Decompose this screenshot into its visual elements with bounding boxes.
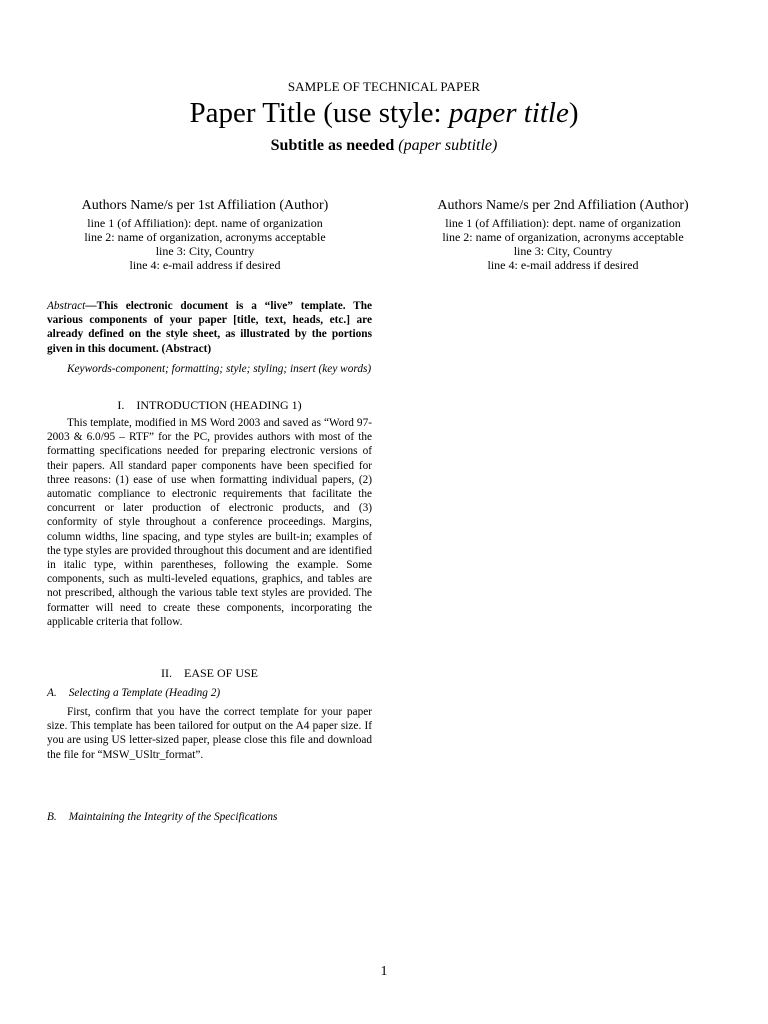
section-title: INTRODUCTION (HEADING 1) xyxy=(136,398,302,412)
page-number: 1 xyxy=(380,964,388,979)
abstract xyxy=(47,299,372,356)
abstract-text: This electronic document is a “live” template. The various components of your paper [title, text, heads, etc.] are already defined on the style sheet, as illustrated by the portions given in this document. (Abstract) xyxy=(47,300,372,355)
keywords-text: Keywords-component; formatting; style; styling; insert (key words) xyxy=(67,363,372,375)
subsection-heading-maintaining-integrity xyxy=(47,810,372,824)
paper-title-plain: Paper Title (use style: xyxy=(189,97,449,129)
section-heading-introduction xyxy=(47,398,372,412)
paper-title-italic: paper title xyxy=(448,97,569,129)
subsection-number: A. xyxy=(47,687,57,699)
section-heading-ease-of-use xyxy=(47,666,372,680)
section-title: EASE OF USE xyxy=(183,666,258,680)
paper-title-close: ) xyxy=(568,97,579,129)
paper-subtitle xyxy=(0,135,768,157)
author-block-2 xyxy=(413,197,713,272)
author-affiliation-line: line 4: e-mail address if desired xyxy=(487,258,639,272)
author-affiliation-line: line 4: e-mail address if desired xyxy=(129,258,281,272)
section-number: I. xyxy=(117,398,125,412)
subtitle-italic: (paper subtitle) xyxy=(398,137,498,154)
paper-title xyxy=(0,95,768,131)
author-affiliation-line: line 2: name of organization, acronyms acceptable xyxy=(84,230,326,244)
introduction-paragraph: This template, modified in MS Word 2003 and saved as “Word 97-2003 & 6.0/95 – RTF” for the PC, provides authors with most of the formatting specifications needed for preparing electronic versions of their papers. All standard paper components have been specified for three reasons: (1) ease of use when formatting individual papers, (2) automatic compliance to electronic requirements that facilitate the concurrent or later production of electronic products, and (3) conformity of style throughout a conference proceedings. Margins, column widths, line spacing, and type styles are built-in; examples of the type styles are provided throughout this document and are identified in italic type, within parentheses, following the example. Some components, such as multi-leveled equations, graphics, and tables are not prescribed, although the various table text styles are provided. The formatter will need to create these components, incorporating the applicable criteria that follow. xyxy=(47,417,373,628)
author-block-1 xyxy=(55,197,355,272)
subsection-heading-selecting-template xyxy=(47,686,372,700)
subsection-number: B. xyxy=(47,811,57,823)
author-affiliation-line: line 3: City, Country xyxy=(513,244,613,258)
subsection-title: Maintaining the Integrity of the Specifications xyxy=(68,811,278,823)
author-name: Authors Name/s per 2nd Affiliation (Author) xyxy=(437,198,689,213)
section-number: II. xyxy=(160,666,172,680)
subsection-title: Selecting a Template (Heading 2) xyxy=(68,687,221,699)
header-label: SAMPLE OF TECHNICAL PAPER xyxy=(287,79,481,94)
abstract-label: Abstract xyxy=(47,300,86,312)
author-affiliation-line: line 2: name of organization, acronyms acceptable xyxy=(442,230,684,244)
selecting-template-paragraph: First, confirm that you have the correct template for your paper size. This template has been tailored for output on the A4 paper size. If you are using US letter-sized paper, please close this file and download the file for “MSW_USltr_format”. xyxy=(47,706,372,761)
author-affiliation-line: line 3: City, Country xyxy=(155,244,255,258)
abstract-dash: — xyxy=(85,300,97,312)
author-name: Authors Name/s per 1st Affiliation (Author) xyxy=(81,198,329,213)
author-affiliation-line: line 1 (of Affiliation): dept. name of organization xyxy=(87,216,323,230)
keywords xyxy=(47,362,372,376)
subtitle-bold: Subtitle as needed xyxy=(270,137,395,154)
author-affiliation-line: line 1 (of Affiliation): dept. name of organization xyxy=(445,216,681,230)
